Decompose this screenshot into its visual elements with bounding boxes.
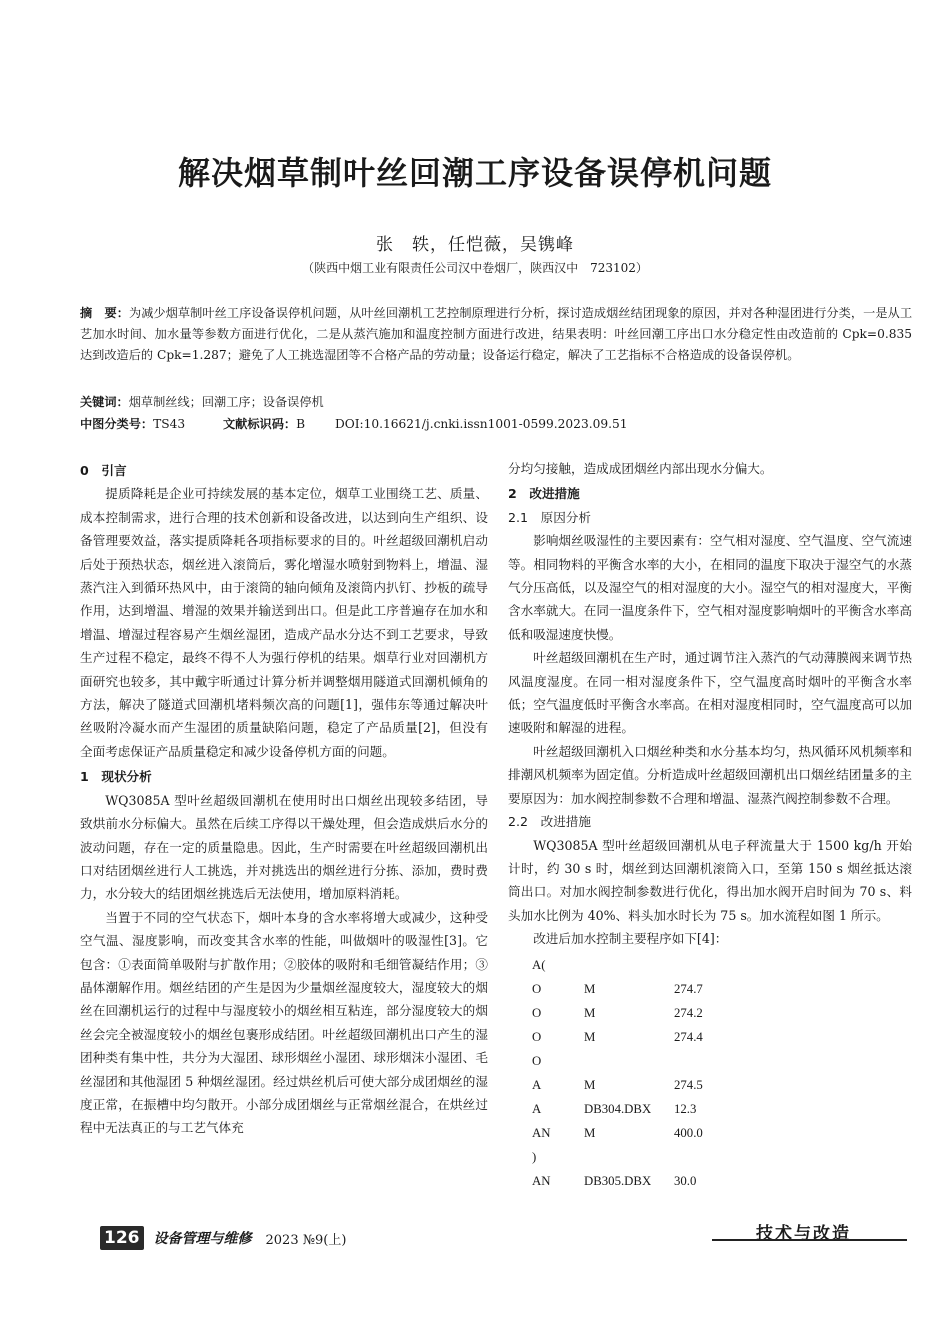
- doc-code-value: B: [296, 417, 306, 431]
- section-label: 技术与改造: [756, 1224, 851, 1244]
- authors: 张 轶，任恺薇，吴镌峰: [376, 235, 574, 255]
- code-line: A M 274.5: [532, 1077, 703, 1092]
- affiliation: （陕西中烟工业有限责任公司汉中卷烟厂，陕西汉中 723102）: [302, 261, 648, 275]
- section-2-1-paragraph: 叶丝超级回潮机入口烟丝种类和水分基本均匀，热风循环风机频率和排潮风机频率为固定值。分析造成叶丝超级回潮机出口烟丝结团量多的主要原因为：加水阀控制参数不合理和增温、湿蒸汽阀控制参数不合理。: [508, 743, 912, 806]
- section-2-2-paragraph: 改进后加水控制主要程序如下[4]：: [533, 931, 728, 947]
- code-line: O M 274.2: [532, 1005, 703, 1020]
- journal-issue: 2023 №9(上): [265, 1232, 347, 1248]
- section-1-paragraph: 当置于不同的空气状态下，烟叶本身的含水率将增大或减少，这种受空气温、湿度影响，而改变其含水率的性能，叫做烟叶的吸湿性[3]。它包含：①表面简单吸附与扩散作用；②胶体的吸附和毛细管凝结作用；③晶体潮解作用。烟丝结团的产生是因为少量烟丝湿度较大，湿度较大的烟丝在回潮机运行的过程中与湿度较小的烟丝相互粘连，部分湿度较大的烟丝会完全被湿度较小的烟丝包裹形成结团。叶丝超级回潮机出口产生的湿团种类有集中性，共分为大湿团、球形烟丝小湿团、球形烟沫小湿团、毛丝湿团和其他湿团 5 种烟丝湿团。经过烘丝机后可使大部分成团烟丝的湿度正常，在振槽中均匀散开。小部分成团烟丝与正常烟丝混合，在烘丝过程中无法真正的与工艺气体充: [80, 909, 488, 1136]
- code-line: AN M 400.0: [532, 1125, 703, 1140]
- journal-name: 设备管理与维修: [153, 1231, 252, 1247]
- code-line: ): [532, 1149, 537, 1164]
- left-column: [80, 457, 488, 1140]
- section-2-1-heading: 2.1 原因分析: [508, 509, 591, 525]
- code-line: O: [532, 1053, 542, 1068]
- continued-paragraph: 分均匀接触，造成成团烟丝内部出现水分偏大。: [508, 461, 773, 476]
- section-2-2-heading: 2.2 改进措施: [508, 814, 591, 830]
- code-listing: [532, 953, 912, 1193]
- abstract-label: 摘 要：: [80, 306, 129, 320]
- section-2-heading: 2 改进措施: [508, 486, 580, 502]
- doi: DOI:10.16621/j.cnki.issn1001-0599.2023.09.51: [334, 417, 628, 431]
- clc-label: 中图分类号：: [80, 417, 154, 431]
- keywords-label: 关键词：: [80, 395, 129, 409]
- page-number: 126: [100, 1226, 144, 1250]
- section-2-1-paragraph: 影响烟丝吸湿性的主要因素有：空气相对湿度、空气温度、空气流速等。相同物料的平衡含水率的大小，在相同的温度下取决于湿空气的水蒸气分压高低，以及湿空气的相对湿度的大小。湿空气的相对湿度大，平衡含水率就大。在同一温度条件下，空气相对湿度影响烟叶的平衡含水率高低和吸湿速度快慢。: [508, 533, 912, 642]
- section-2-1-paragraph: 叶丝超级回潮机在生产时，通过调节注入蒸汽的气动薄膜阀来调节热风温度湿度。在同一相对湿度条件下，空气温度高时烟叶的平衡含水率低；空气温度低时平衡含水率高。在相对湿度相同时，空气温度高可以加速吸附和解湿的进程。: [508, 650, 912, 736]
- abstract: [80, 303, 912, 366]
- page-footer: [100, 1226, 346, 1250]
- section-1-heading: 1 现状分析: [80, 769, 152, 785]
- abstract-text: 为减少烟草制叶丝工序设备误停机问题，从叶丝回潮机工艺控制原理进行分析，探讨造成烟丝结团现象的原因，并对各种湿团进行分类，一是从工艺加水时间、加水量等参数方面进行优化，二是从蒸汽施加和温度控制方面进行改进，结果表明：叶丝回潮工序出口水分稳定性由改造前的 Cpk=0.835 达到改造后的 Cpk=1.287；避免了人工挑选湿团等不合格产品的劳动量；设备运行稳定，解决了工艺指标不合格造成的设备误停机。: [80, 306, 913, 362]
- keywords-text: 烟草制丝线；回潮工序；设备误停机: [128, 395, 324, 409]
- code-line: A(: [532, 957, 546, 972]
- doc-code-label: 文献标识码：: [223, 417, 297, 431]
- code-line: AN DB305.DBX 30.0: [532, 1173, 697, 1188]
- section-1-paragraph: WQ3085A 型叶丝超级回潮机在使用时出口烟丝出现较多结团，导致烘前水分标偏大。虽然在后续工序得以干燥处理，但会造成烘后水分的波动问题，存在一定的质量隐患。因此，生产时需要在叶丝超级回潮机出口对结团烟丝进行人工挑选，并对挑选出的烟丝进行分拣、添加，费时费力，水分较大的结团烟丝挑选后无法使用，增加原料消耗。: [80, 792, 488, 902]
- footer-rule: [712, 1239, 907, 1241]
- right-column: [508, 457, 912, 1193]
- clc-value: TS43: [153, 417, 186, 431]
- code-line: O M 274.4: [532, 1029, 703, 1044]
- code-line: A DB304.DBX 12.3: [532, 1101, 697, 1116]
- paper-title: 解决烟草制叶丝回潮工序设备误停机问题: [177, 154, 772, 192]
- section-2-2-paragraph: WQ3085A 型叶丝超级回潮机从电子秤流量大于 1500 kg/h 开始计时，约 30 s 时，烟丝到达回潮机滚筒入口，至第 150 s 烟丝抵达滚筒出口。对加水阀控制参数进行优化，得出加水阀开启时间为 70 s、料头加水比例为 40%、料头加水时长为 75 s。加水流程如图 1 所示。: [508, 837, 912, 923]
- section-0-heading: 0 引言: [80, 463, 127, 478]
- section-0-paragraph: 提质降耗是企业可持续发展的基本定位，烟草工业围绕工艺、质量、成本控制需求，进行合理的技术创新和设备改进，以达到向生产组织、设备管理要效益，落实提质降耗各项指标要求的目的。叶丝超级回潮机启动后处于预热状态，烟丝进入滚筒后，雾化增湿水喷射到物料上，增温、湿蒸汽注入到循环热风中，由于滚筒的轴向倾角及滚筒内扒钉、抄板的疏导作用，达到增温、增湿的效果并输送到出口。但是此工序普遍存在加水和增温、增湿过程容易产生烟丝湿团，造成产品水分达不到工艺要求，导致生产过程不稳定，最终不得不人为强行停机的结果。烟草行业对回潮机方面研究也较多，其中戴宇昕通过计算分析并调整烟用隧道式回潮机倾角的方法，解决了隧道式回潮机堵料频次高的问题[1]，强伟东等通过解决叶丝吸附冷凝水而产生湿团的质量缺陷问题，稳定了产品质量[2]，但没有全面考虑保证产品质量稳定和减少设备停机方面的问题。: [80, 486, 488, 759]
- code-line: O M 274.7: [532, 981, 703, 996]
- keywords: [80, 392, 912, 412]
- classification: [80, 414, 912, 434]
